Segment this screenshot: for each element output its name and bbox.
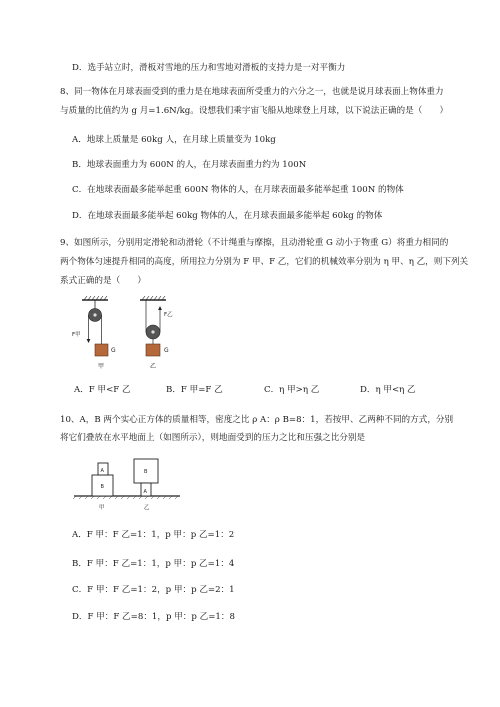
left-caption: 甲 <box>99 505 105 511</box>
q10-option-b: B．F 甲：F 乙=1：1，p 甲：p 乙=1：4 <box>72 559 235 569</box>
block-a-top-label: A <box>100 468 104 474</box>
q8-option-c: C．在地球表面最多能举起重 600N 物体的人，在月球表面最多能举起重 100N 的物体 <box>72 185 404 195</box>
q10-stem-line-1: 10、A，B 两个实心正方体的质量相等，密度之比 ρ A：ρ B=8：1，若按甲、乙两种不同的方式，分别 <box>60 415 454 425</box>
q9-option-c: C．η 甲>η 乙 <box>264 385 320 395</box>
right-force-label: F乙 <box>164 312 173 318</box>
q10-option-c: C．F 甲：F 乙=1：2，p 甲：p 乙=2：1 <box>72 585 235 595</box>
q9-stem-line-1: 9、如图所示，分别用定滑轮和动滑轮（不计绳重与摩擦，且动滑轮重 G 动小于物重 G）将重力相同的 <box>60 238 449 248</box>
pulley-figure <box>64 294 194 374</box>
pulley-drawing <box>64 294 194 374</box>
q9-stem-line-3: 系式正确的是（ ） <box>60 276 146 286</box>
q9-stem-line-2: 两个物体匀速提升相同的高度，所用拉力分别为 F 甲、F 乙，它们的机械效率分别为 η 甲、η 乙，则下列关 <box>60 257 469 267</box>
q9-option-b: B．F 甲=F 乙 <box>166 385 223 395</box>
q8-stem-line-1: 8、同一物体在月球表面受到的重力是在地球表面所受重力的六分之一，也就是说月球表面上物体重力 <box>60 87 444 97</box>
q10-option-d: D．F 甲：F 乙=8：1，p 甲：p 乙=1：8 <box>72 612 235 622</box>
movable-pulley <box>140 296 166 356</box>
q9-option-a: A．F 甲<F 乙 <box>74 385 131 395</box>
q8-option-d: D．在地球表面最多能举起 60kg 物体的人，在月球表面最多能举起 60kg 的物体 <box>72 211 383 221</box>
block-a-bottom-label: A <box>143 489 147 495</box>
left-caption: 甲 <box>98 363 105 370</box>
q8-option-a: A．地球上质量是 60kg 人，在月球上质量变为 10kg <box>72 135 276 145</box>
right-weight-label: G <box>164 347 169 354</box>
right-caption: 乙 <box>150 363 157 370</box>
block-b-top-label: B <box>144 469 148 475</box>
left-force-label: F甲 <box>72 332 81 338</box>
cubes-drawing <box>72 455 192 515</box>
q10-stem-line-2: 将它们叠放在水平地面上（如图所示），则地面受到的压力之比和压强之比分别是 <box>60 433 366 443</box>
q9-option-d: D．η 甲<η 乙 <box>360 385 416 395</box>
q7-option-d: D．选手站立时，滑板对雪地的压力和雪地对滑板的支持力是一对平衡力 <box>72 63 346 73</box>
fixed-pulley <box>82 296 108 356</box>
right-caption: 乙 <box>144 505 150 511</box>
q8-stem-line-2: 与质量的比值约为 g 月=1.6N/kg。设想我们乘宇宙飞船从地球登上月球，以下说法正确的是（ ） <box>60 106 449 116</box>
left-weight-label: G <box>111 347 116 354</box>
q8-option-b: B．地球表面重力为 600N 的人，在月球表面重力约为 100N <box>72 160 307 170</box>
block-b-bottom-label: B <box>100 484 104 490</box>
stacked-cubes-figure <box>72 455 192 515</box>
q10-option-a: A．F 甲：F 乙=1：1，p 甲：p 乙=1：2 <box>72 530 235 540</box>
